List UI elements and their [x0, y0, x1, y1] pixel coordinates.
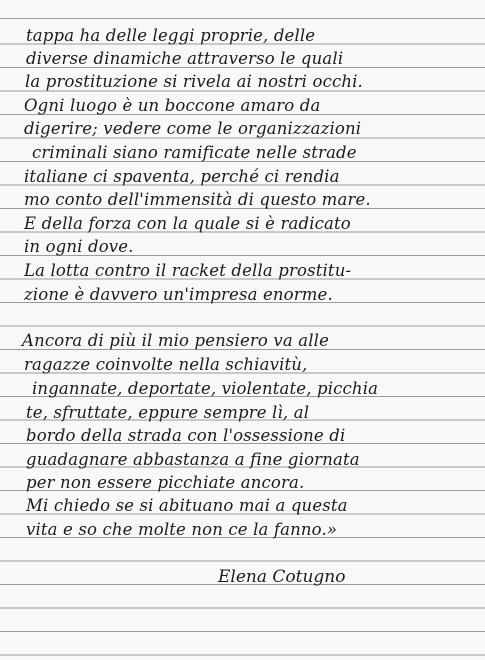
letter-line: diverse dinamiche attraverso le quali: [26, 49, 344, 68]
letter-line: tappa ha delle leggi proprie, delle: [26, 26, 316, 45]
letter-line: italiane ci spaventa, perché ci rendia: [24, 167, 340, 186]
letter-line: la prostituzione si rivela ai nostri occhi.: [25, 72, 363, 91]
letter-line: guadagnare abbastanza a fine giornata: [26, 450, 360, 469]
letter-line: [0, 306, 485, 330]
letter-line: Ogni luogo è un boccone amaro da: [24, 96, 321, 115]
letter-line: per non essere picchiate ancora.: [26, 473, 305, 492]
letter-line: zione è davvero un'impresa enorme.: [24, 285, 333, 304]
letter-line: vita e so che molte non ce la fanno.»: [26, 520, 338, 539]
letter-line: E della forza con la quale si è radicato: [24, 214, 351, 233]
letter-line: te, sfruttate, eppure sempre lì, al: [26, 403, 310, 422]
letter-line: criminali siano ramificate nelle strade: [32, 143, 357, 162]
letter-line: La lotta contro il racket della prostitu-: [24, 261, 352, 280]
signature: Elena Cotugno: [218, 567, 346, 587]
letter-line: bordo della strada con l'ossessione di: [26, 426, 346, 445]
letter-line: ragazze coinvolte nella schiavitù,: [24, 355, 308, 374]
letter-line: ingannate, deportate, violentate, picchia: [32, 379, 379, 398]
letter-line: mo conto dell'immensità di questo mare.: [24, 190, 371, 209]
letter-line: in ogni dove.: [24, 237, 134, 256]
letter-line: Mi chiedo se si abituano mai a questa: [26, 496, 348, 515]
letter-line: Ancora di più il mio pensiero va alle: [22, 331, 330, 350]
letter-line: digerire; vedere come le organizzazioni: [24, 119, 362, 138]
